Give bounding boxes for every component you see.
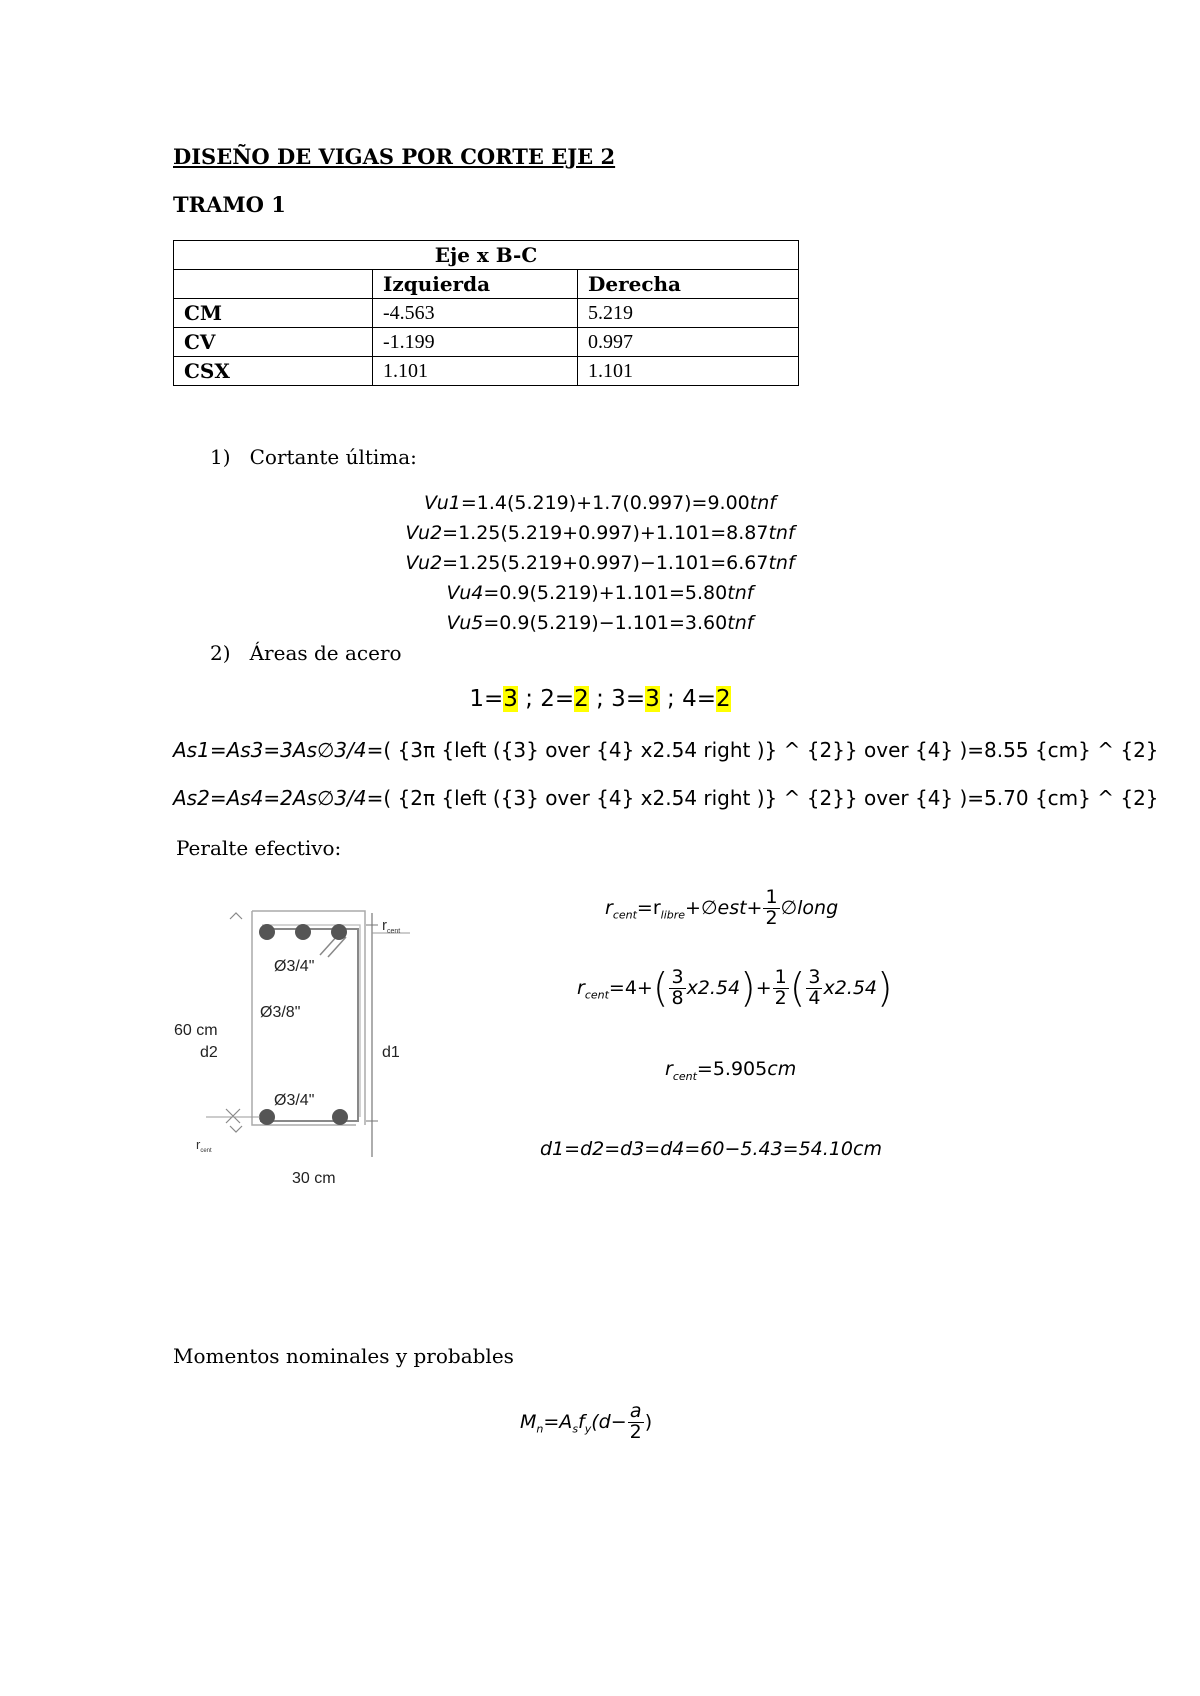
- bar-label-1: 1=: [469, 686, 504, 712]
- column-header-izquierda: Izquierda: [373, 270, 578, 299]
- peralte-label: Peralte efectivo:: [176, 836, 342, 860]
- top-bar-1: [259, 924, 275, 940]
- cell-izquierda: -1.199: [373, 328, 578, 357]
- vu-equation-5: [0, 612, 1200, 634]
- d-equation: [540, 1138, 882, 1160]
- rcent-symbol: r: [665, 1058, 673, 1080]
- a-over-2-fraction: $\frac{a}{2}$: [629, 1400, 642, 1443]
- step-1: [210, 445, 417, 469]
- term-x254-2: x2.54: [823, 976, 878, 999]
- rcent-equation-3: [665, 1058, 796, 1083]
- bar-value-1: 3: [503, 686, 518, 712]
- mn-open: (d−: [591, 1410, 627, 1433]
- top-bar-label: Ø3/4": [274, 958, 315, 975]
- table-row: [174, 299, 799, 328]
- width-label: 30 cm: [292, 1170, 336, 1187]
- rcent-top-label: $r_{cent}$: [382, 917, 401, 935]
- bottom-bar-1: [259, 1109, 275, 1125]
- rcent-equation-2: $r_{cent}=4+$( $\frac{3}{8}$ x2.54)+ $\frac{1}{2}$ ( $\frac{3}{4}$ x2.54): [577, 965, 893, 1012]
- rcent-equation-1: [605, 888, 838, 929]
- vu-unit: tnf: [768, 552, 795, 574]
- rlibre-symbol: =r: [636, 896, 661, 919]
- chevron-down-icon: [230, 1126, 242, 1132]
- vu-rhs: =0.9(5.219)+1.101=5.80: [483, 582, 728, 604]
- d-equation-text: d1=d2=d3=d4=60−5.43=54.10: [540, 1138, 853, 1160]
- bottom-bar-2: [332, 1109, 348, 1125]
- row-label: CSX: [174, 357, 373, 386]
- row-label: CM: [174, 299, 373, 328]
- vu-equation-2: [0, 522, 1200, 544]
- d-unit: cm: [853, 1138, 882, 1160]
- step-2-number: 2): [210, 641, 231, 665]
- bar-count-equation: [0, 686, 1200, 712]
- plus-sign: +: [755, 976, 772, 999]
- bar-value-4: 2: [716, 686, 731, 712]
- cross-mark-icon: [226, 1109, 240, 1123]
- as-symbol: =A: [543, 1410, 573, 1433]
- rcent-sub: cent: [584, 988, 609, 1002]
- as-equation-1: [173, 738, 1159, 762]
- long-term: ∅long: [780, 896, 839, 919]
- as-lhs: As2=As4=2As∅3/4=: [173, 786, 384, 810]
- vu-unit: tnf: [768, 522, 795, 544]
- eq-start: =4+: [608, 976, 653, 999]
- d1-label: d1: [382, 1044, 400, 1061]
- vu-lhs: Vu2: [405, 522, 443, 544]
- bar-label-2: ; 2=: [525, 686, 575, 712]
- term-x254: x2.54: [686, 976, 741, 999]
- table-row: [174, 357, 799, 386]
- vu-rhs: =0.9(5.219)−1.101=3.60: [483, 612, 728, 634]
- mn-equation: [520, 1402, 652, 1443]
- fraction-3-4: $\frac{3}{4}$: [808, 966, 821, 1009]
- top-bar-3: [331, 924, 347, 940]
- bar-value-2: 2: [574, 686, 589, 712]
- cell-derecha: 0.997: [578, 328, 799, 357]
- loads-table: [173, 240, 799, 386]
- rcent-unit: cm: [767, 1058, 797, 1080]
- bar-label-4: ; 4=: [667, 686, 717, 712]
- step-2-label: Áreas de acero: [249, 641, 402, 665]
- vu-rhs: =1.25(5.219+0.997)+1.101=8.87: [442, 522, 769, 544]
- table-header: Eje x B-C: [174, 241, 799, 270]
- mn-sub: n: [536, 1422, 544, 1436]
- d2-label: d2: [200, 1044, 218, 1061]
- rcent-bottom-label: $r_{cent}$: [196, 1137, 212, 1154]
- rcent-sub: cent: [672, 1069, 697, 1083]
- page-title: DISEÑO DE VIGAS POR CORTE EJE 2: [173, 144, 616, 169]
- table-row: [174, 328, 799, 357]
- fraction-1-2: $\frac{1}{2}$: [774, 966, 787, 1009]
- as-rest: ( {3π {left ({3} over {4} x2.54 right )} ^ {2}} over {4} )=8.55 {cm} ^ {2}: [383, 738, 1159, 762]
- top-bar-2: [295, 924, 311, 940]
- stirrup-label: Ø3/8": [260, 1004, 301, 1021]
- as-lhs: As1=As3=3As∅3/4=: [173, 738, 384, 762]
- half-fraction: $\frac{1}{2}$: [765, 886, 778, 929]
- cell-izquierda: 1.101: [373, 357, 578, 386]
- vu-rhs: =1.25(5.219+0.997)−1.101=6.67: [442, 552, 769, 574]
- vu-unit: tnf: [727, 582, 754, 604]
- chevron-up-icon: [230, 913, 242, 919]
- table-header-row: [174, 241, 799, 270]
- as-rest: ( {2π {left ({3} over {4} x2.54 right )} ^ {2}} over {4} )=5.70 {cm} ^ {2}: [383, 786, 1159, 810]
- fraction-3-8: $\frac{3}{8}$: [671, 966, 684, 1009]
- vu-equation-4: [0, 582, 1200, 604]
- rcent-sub: cent: [612, 908, 637, 922]
- rcent-value: =5.905: [696, 1058, 768, 1080]
- section-title: TRAMO 1: [173, 192, 286, 217]
- cell-izquierda: -4.563: [373, 299, 578, 328]
- step-1-number: 1): [210, 445, 231, 469]
- vu-equation-1: [0, 492, 1200, 514]
- beam-section-diagram: [160, 895, 450, 1195]
- height-label: 60 cm: [174, 1022, 218, 1039]
- fy-symbol: f: [578, 1410, 585, 1433]
- rlibre-sub: libre: [660, 908, 686, 922]
- column-header-derecha: Derecha: [578, 270, 799, 299]
- as-equation-2: [173, 786, 1159, 810]
- rcent-symbol: r: [577, 976, 585, 999]
- vu-lhs: Vu4: [446, 582, 484, 604]
- bar-label-3: ; 3=: [596, 686, 646, 712]
- step-2: [210, 641, 402, 665]
- table-columns-row: [174, 270, 799, 299]
- vu-lhs: Vu2: [405, 552, 443, 574]
- rcent-symbol: r: [605, 896, 613, 919]
- row-label: CV: [174, 328, 373, 357]
- momentos-label: Momentos nominales y probables: [173, 1344, 514, 1368]
- vu-equation-3: [0, 552, 1200, 574]
- column-header-empty: [174, 270, 373, 299]
- vu-unit: tnf: [749, 492, 776, 514]
- vu-rhs: =1.4(5.219)+1.7(0.997)=9.00: [460, 492, 750, 514]
- vu-lhs: Vu5: [446, 612, 484, 634]
- cell-derecha: 1.101: [578, 357, 799, 386]
- vu-unit: tnf: [727, 612, 754, 634]
- as-sub: s: [572, 1422, 579, 1436]
- vu-lhs: Vu1: [424, 492, 461, 514]
- stirrup-inner: [262, 925, 360, 1117]
- step-1-label: Cortante última:: [249, 445, 417, 469]
- est-term: +∅est+: [685, 896, 763, 919]
- bottom-bar-label: Ø3/4": [274, 1092, 315, 1109]
- mn-symbol: M: [520, 1410, 537, 1433]
- bar-value-3: 3: [645, 686, 660, 712]
- mn-close: ): [644, 1410, 653, 1433]
- fy-sub: y: [584, 1422, 592, 1436]
- cell-derecha: 5.219: [578, 299, 799, 328]
